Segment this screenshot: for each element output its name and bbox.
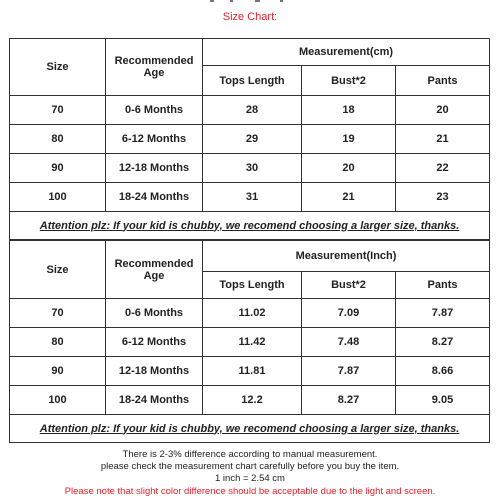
- cell-tops: 31: [203, 183, 302, 212]
- cell-age: 18-24 Months: [106, 183, 203, 212]
- cropped-top-marks: [200, 0, 300, 3]
- footer-conversion-note: 1 inch = 2.54 cm: [215, 473, 285, 484]
- header-pants: Pants: [396, 66, 490, 96]
- table-row: [10, 328, 490, 357]
- header-recommended-age: Recommended Age: [106, 39, 203, 96]
- cell-pants: 9.05: [396, 386, 490, 415]
- cell-size: 70: [10, 96, 106, 125]
- cell-tops: 28: [203, 96, 302, 125]
- header-tops-length: Tops Length: [203, 272, 302, 299]
- header-size: Size: [10, 241, 106, 299]
- cell-age: 0-6 Months: [106, 96, 203, 125]
- cell-pants: 8.66: [396, 357, 490, 386]
- cell-pants: 21: [396, 125, 490, 154]
- cell-age: 6-12 Months: [106, 125, 203, 154]
- header-bust: Bust*2: [302, 272, 396, 299]
- cell-bust: 19: [302, 125, 396, 154]
- size-chart-title: Size Chart:: [222, 11, 278, 23]
- footer-difference-note: There is 2-3% difference according to manual measurement.: [122, 449, 378, 460]
- table-row: [10, 125, 490, 154]
- cell-tops: 11.02: [203, 299, 302, 328]
- cell-age: 12-18 Months: [106, 154, 203, 183]
- cell-bust: 7.48: [302, 328, 396, 357]
- cell-pants: 20: [396, 96, 490, 125]
- cell-bust: 18: [302, 96, 396, 125]
- header-size: Size: [10, 39, 106, 96]
- cell-tops: 30: [203, 154, 302, 183]
- cell-size: 90: [10, 154, 106, 183]
- footer-color-note: Please note that slight color difference should be acceptable due to the light and screen.: [64, 486, 436, 497]
- cell-bust: 21: [302, 183, 396, 212]
- cell-bust: 7.09: [302, 299, 396, 328]
- header-measurement: Measurement(Inch): [203, 241, 490, 272]
- header-measurement: Measurement(cm): [203, 39, 490, 66]
- cell-age: 6-12 Months: [106, 328, 203, 357]
- cell-pants: 8.27: [396, 328, 490, 357]
- table-row: [10, 299, 490, 328]
- cell-pants: 7.87: [396, 299, 490, 328]
- cell-age: 18-24 Months: [106, 386, 203, 415]
- cell-tops: 12.2: [203, 386, 302, 415]
- table-row: [10, 183, 490, 212]
- cell-bust: 7.87: [302, 357, 396, 386]
- cell-size: 80: [10, 125, 106, 154]
- table-row: [10, 96, 490, 125]
- cell-size: 100: [10, 183, 106, 212]
- size-table-cm: [9, 38, 490, 240]
- header-recommended-age: Recommended Age: [106, 241, 203, 299]
- cell-age: 0-6 Months: [106, 299, 203, 328]
- cell-size: 70: [10, 299, 106, 328]
- cell-size: 80: [10, 328, 106, 357]
- header-bust: Bust*2: [302, 66, 396, 96]
- cell-bust: 8.27: [302, 386, 396, 415]
- cell-tops: 29: [203, 125, 302, 154]
- cell-tops: 11.81: [203, 357, 302, 386]
- cell-tops: 11.42: [203, 328, 302, 357]
- cell-pants: 23: [396, 183, 490, 212]
- table-row: [10, 154, 490, 183]
- cell-pants: 22: [396, 154, 490, 183]
- chubby-warning: Attention plz: If your kid is chubby, we recomend choosing a larger size, thanks.: [10, 415, 490, 443]
- header-tops-length: Tops Length: [203, 66, 302, 96]
- cell-size: 100: [10, 386, 106, 415]
- footer-check-note: please check the measurement chart carefully before you buy the item.: [100, 461, 400, 472]
- cell-bust: 20: [302, 154, 396, 183]
- cell-size: 90: [10, 357, 106, 386]
- size-table-inch: [9, 240, 490, 443]
- table-row: [10, 357, 490, 386]
- table-row: [10, 386, 490, 415]
- header-pants: Pants: [396, 272, 490, 299]
- cell-age: 12-18 Months: [106, 357, 203, 386]
- chubby-warning: Attention plz: If your kid is chubby, we recomend choosing a larger size, thanks.: [10, 212, 490, 240]
